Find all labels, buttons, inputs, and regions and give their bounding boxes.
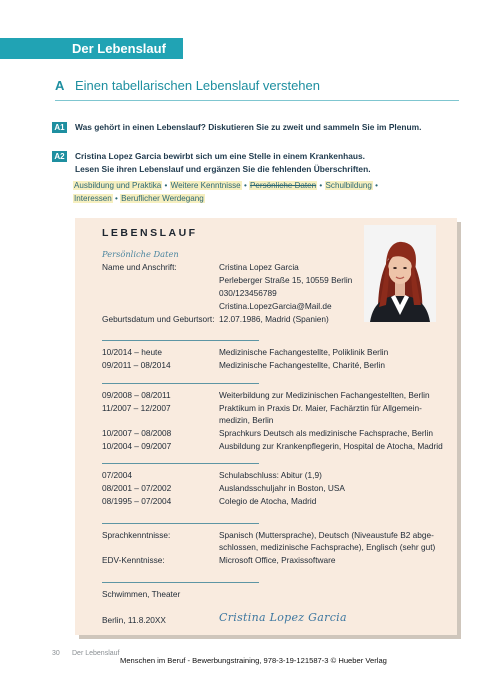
cv-value-birth: 12.07.1986, Madrid (Spanien) (219, 314, 329, 324)
word-interessen: Interessen (74, 194, 112, 203)
cv-date: 08/1995 – 07/2004 (102, 496, 172, 506)
applicant-photo (364, 225, 436, 322)
cv-entry: Weiterbildung zur Medizinischen Fachangestellten, Berlin (219, 390, 430, 400)
cv-value-address: Perleberger Straße 15, 10559 Berlin (219, 275, 353, 285)
cv-entry: Colegio de Atocha, Madrid (219, 496, 317, 506)
section-letter: A (55, 78, 65, 93)
cv-section-heading-personal: Persönliche Daten (102, 249, 179, 259)
cv-entry: Ausbildung zur Krankenpflegerin, Hospital de Atocha, Madrid (219, 441, 443, 451)
word-weitere-kenntnisse: Weitere Kenntnisse (170, 181, 241, 190)
cv-place-date: Berlin, 11.8.20XX (102, 615, 166, 625)
task-a1-text: Was gehört in einen Lebenslauf? Diskutieren Sie zu zweit und sammeln Sie im Plenum. (75, 122, 422, 132)
cv-heading: LEBENSLAUF (102, 227, 198, 239)
word-separator: • (243, 181, 247, 190)
word-box-line-2 (73, 193, 205, 205)
task-a2-line-1: Cristina Lopez Garcia bewirbt sich um eine Stelle in einem Krankenhaus. (75, 151, 365, 161)
word-box (73, 180, 389, 207)
cv-date: 07/2004 (102, 470, 132, 480)
cv-blank-heading-line (102, 523, 259, 524)
cv-label-it: EDV-Kenntnisse: (102, 555, 165, 565)
word-separator: • (164, 181, 168, 190)
cv-blank-heading-line (102, 463, 259, 464)
portrait-illustration (364, 225, 436, 322)
cv-date: 10/2004 – 09/2007 (102, 441, 172, 451)
footer-source: Menschen im Beruf - Bewerbungstraining, 978-3-19-121587-3 © Hueber Verlag (120, 656, 387, 665)
cv-value-interests: Schwimmen, Theater (102, 589, 181, 599)
cv-value-name: Cristina Lopez Garcia (219, 262, 299, 272)
cv-entry: Auslandsschuljahr in Boston, USA (219, 483, 345, 493)
word-beruflicher-werdegang: Beruflicher Werdegang (121, 194, 204, 203)
word-ausbildung: Ausbildung und Praktika (74, 181, 162, 190)
cv-date: 08/2001 – 07/2002 (102, 483, 172, 493)
word-separator: • (375, 181, 378, 190)
section-title: Einen tabellarischen Lebenslauf verstehen (75, 78, 321, 93)
cv-date: 11/2007 – 12/2007 (102, 403, 171, 413)
word-schulbildung: Schulbildung (325, 181, 372, 190)
section-divider (55, 100, 459, 101)
cv-entry: Medizinische Fachangestellte, Poliklinik Berlin (219, 347, 389, 357)
cv-entry: Schulabschluss: Abitur (1,9) (219, 470, 322, 480)
task-badge-a1: A1 (52, 122, 67, 133)
cv-value-email: Cristina.LopezGarcia@Mail.de (219, 301, 332, 311)
cv-date: 09/2011 – 08/2014 (102, 360, 171, 370)
footer-chapter: Der Lebenslauf (72, 650, 120, 657)
cv-value-languages-continued: schlossen, medizinische Fachsprache), Englisch (sehr gut) (219, 542, 436, 552)
word-separator: • (319, 181, 323, 190)
cv-value-it: Microsoft Office, Praxissoftware (219, 555, 336, 565)
cv-value-languages: Spanisch (Muttersprache), Deutsch (Niveaustufe B2 abge- (219, 530, 434, 540)
cv-blank-heading-line (102, 340, 259, 341)
task-a2-line-2: Lesen Sie ihren Lebenslauf und ergänzen Sie die fehlenden Überschriften. (75, 164, 371, 174)
cv-entry: Medizinische Fachangestellte, Charité, Berlin (219, 360, 386, 370)
cv-blank-heading-line (102, 582, 259, 583)
cv-label-birth: Geburtsdatum und Geburtsort: (102, 314, 215, 324)
cv-label-name: Name und Anschrift: (102, 262, 177, 272)
cv-entry: Sprachkurs Deutsch als medizinische Fachsprache, Berlin (219, 428, 433, 438)
cv-date: 10/2014 – heute (102, 347, 162, 357)
cv-entry: Praktikum in Praxis Dr. Maier, Fachärztin für Allgemein- (219, 403, 422, 413)
word-separator: • (115, 194, 118, 203)
word-persoenliche-daten: Persönliche Daten (250, 181, 317, 190)
task-badge-a2: A2 (52, 151, 67, 162)
cv-entry-continued: medizin, Berlin (219, 415, 274, 425)
cv-signature: Cristina Lopez Garcia (219, 611, 347, 624)
cv-date: 09/2008 – 08/2011 (102, 390, 171, 400)
cv-date: 10/2007 – 08/2008 (102, 428, 172, 438)
page-number: 30 (52, 650, 60, 657)
chapter-title: Der Lebenslauf (72, 41, 166, 56)
word-box-line-1 (73, 180, 378, 192)
cv-label-languages: Sprachkenntnisse: (102, 530, 171, 540)
cv-blank-heading-line (102, 383, 259, 384)
cv-value-phone: 030/123456789 (219, 288, 277, 298)
